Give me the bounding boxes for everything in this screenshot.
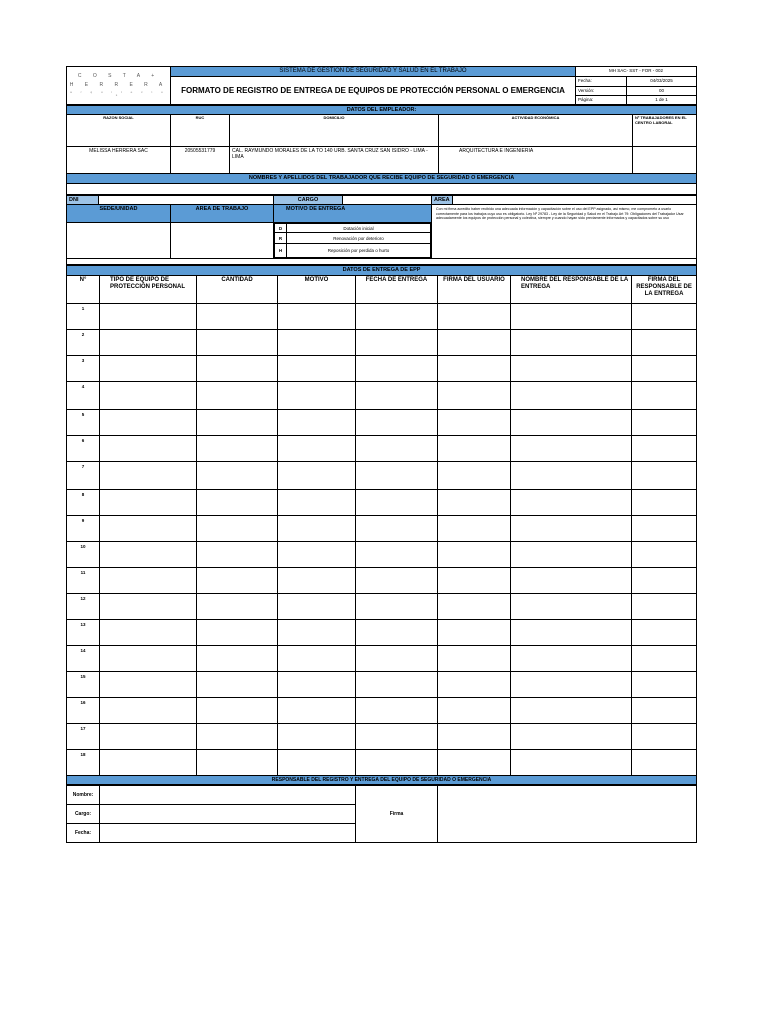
fecha-entrega-cell[interactable] (356, 329, 438, 355)
tipo-equipo-cell[interactable] (100, 409, 197, 435)
sede-field[interactable] (67, 223, 171, 259)
motivo-cell[interactable] (278, 619, 356, 645)
nombre-responsable-cell[interactable] (511, 723, 632, 749)
firma-usuario-cell[interactable] (438, 329, 511, 355)
firma-usuario-cell[interactable] (438, 303, 511, 329)
delivery-row (67, 645, 697, 671)
fecha-entrega-cell[interactable] (356, 619, 438, 645)
worker-name-field[interactable] (67, 183, 697, 194)
cantidad-cell[interactable] (197, 541, 278, 567)
firma-usuario-cell[interactable] (438, 435, 511, 461)
firma-responsable-cell[interactable] (632, 619, 697, 645)
fecha-entrega-cell[interactable] (356, 303, 438, 329)
motivo-text: Renovación por deterioro (287, 233, 431, 244)
firma-usuario-cell[interactable] (438, 697, 511, 723)
fecha-entrega-cell[interactable] (356, 645, 438, 671)
delivery-rows (67, 303, 697, 775)
tipo-equipo-cell[interactable] (100, 671, 197, 697)
pagina-label: Página: (576, 95, 627, 104)
motivo-label: MOTIVO DE ENTREGA (274, 205, 432, 223)
form-title: FORMATO DE REGISTRO DE ENTREGA DE EQUIPOS DE PROTECCIÓN PERSONAL O EMERGENCIA (171, 77, 576, 104)
responsible-section-title: RESPONSABLE DEL REGISTRO Y ENTREGA DEL EQUIPO DE SEGURIDAD O EMERGENCIA (67, 775, 697, 784)
tipo-equipo-cell[interactable] (100, 645, 197, 671)
fecha-resp-label: Fecha: (67, 823, 100, 842)
delivery-row (67, 749, 697, 775)
cantidad-cell[interactable] (197, 435, 278, 461)
tipo-equipo-cell[interactable] (100, 723, 197, 749)
cantidad-cell[interactable] (197, 697, 278, 723)
row-number: 7 (67, 461, 100, 489)
version-label: Versión: (576, 87, 627, 95)
cantidad-cell[interactable] (197, 593, 278, 619)
delivery-row (67, 541, 697, 567)
row-number: 1 (67, 303, 100, 329)
cantidad-cell[interactable] (197, 567, 278, 593)
delivery-row (67, 671, 697, 697)
motivo-cell[interactable] (278, 567, 356, 593)
nombre-responsable-cell[interactable] (511, 645, 632, 671)
motivo-cell[interactable] (278, 541, 356, 567)
motivo-cell[interactable] (278, 593, 356, 619)
firma-responsable-cell[interactable] (632, 593, 697, 619)
fecha-entrega-cell[interactable] (356, 567, 438, 593)
motivo-cell[interactable] (278, 409, 356, 435)
firma-usuario-cell[interactable] (438, 355, 511, 381)
motivo-cell[interactable] (278, 355, 356, 381)
firma-responsable-cell[interactable] (632, 567, 697, 593)
row-number: 16 (67, 697, 100, 723)
tipo-equipo-cell[interactable] (100, 619, 197, 645)
area-field[interactable] (452, 196, 696, 205)
col-razon-social: RAZON SOCIAL (67, 115, 171, 147)
delivery-row (67, 435, 697, 461)
firma-usuario-cell[interactable] (438, 723, 511, 749)
sede-label: SEDE/UNIDAD (67, 205, 171, 223)
nombre-field[interactable] (100, 785, 356, 804)
firma-usuario-cell[interactable] (438, 749, 511, 775)
row-number: 8 (67, 489, 100, 515)
nombre-responsable-cell[interactable] (511, 355, 632, 381)
firma-label: Firma (356, 785, 438, 842)
cantidad-cell[interactable] (197, 671, 278, 697)
motivo-code: R (275, 233, 287, 244)
row-number: 11 (67, 567, 100, 593)
fecha-entrega-cell[interactable] (356, 749, 438, 775)
row-number: 9 (67, 515, 100, 541)
firma-responsable-cell[interactable] (632, 671, 697, 697)
delivery-table (66, 265, 697, 785)
col-motivo: MOTIVO (278, 275, 356, 303)
nombre-responsable-cell[interactable] (511, 567, 632, 593)
delivery-row (67, 515, 697, 541)
ruc-value[interactable]: 20505531779 (171, 147, 230, 174)
firma-usuario-cell[interactable] (438, 541, 511, 567)
fecha-entrega-cell[interactable] (356, 515, 438, 541)
tipo-equipo-cell[interactable] (100, 593, 197, 619)
tipo-equipo-cell[interactable] (100, 461, 197, 489)
firma-responsable-cell[interactable] (632, 541, 697, 567)
area-cell (432, 195, 697, 205)
firma-usuario-cell[interactable] (438, 619, 511, 645)
delivery-row (67, 567, 697, 593)
row-number: 17 (67, 723, 100, 749)
nombre-responsable-cell[interactable] (511, 329, 632, 355)
firma-responsable-cell[interactable] (632, 381, 697, 409)
motivo-cell[interactable] (278, 515, 356, 541)
tipo-equipo-cell[interactable] (100, 697, 197, 723)
delivery-row (67, 593, 697, 619)
firma-responsable-cell[interactable] (632, 461, 697, 489)
col-actividad: ACTIVIDAD ECONÓMICA (439, 115, 633, 147)
delivery-row (67, 355, 697, 381)
delivery-section-title: DATOS DE ENTREGA DE EPP (67, 266, 697, 276)
col-ruc: RUC (171, 115, 230, 147)
delivery-row (67, 329, 697, 355)
cargo-resp-field[interactable] (100, 804, 356, 823)
cantidad-cell[interactable] (197, 329, 278, 355)
nombre-responsable-cell[interactable] (511, 593, 632, 619)
row-number: 2 (67, 329, 100, 355)
row-number: 18 (67, 749, 100, 775)
tipo-equipo-cell[interactable] (100, 541, 197, 567)
tipo-equipo-cell[interactable] (100, 567, 197, 593)
cantidad-cell[interactable] (197, 381, 278, 409)
motivo-cell[interactable] (278, 303, 356, 329)
motivo-text: Reposición por perdida o hurto (287, 244, 431, 258)
firma-usuario-cell[interactable] (438, 489, 511, 515)
col-domicilio: DOMICILIO (230, 115, 439, 147)
nombre-responsable-cell[interactable] (511, 697, 632, 723)
firma-responsable-cell[interactable] (632, 329, 697, 355)
tipo-equipo-cell[interactable] (100, 749, 197, 775)
fecha-entrega-cell[interactable] (356, 461, 438, 489)
firma-responsable-cell[interactable] (632, 303, 697, 329)
col-numero: N° (67, 275, 100, 303)
nombre-responsable-cell[interactable] (511, 409, 632, 435)
system-title: SISTEMA DE GESTIÓN DE SEGURIDAD Y SALUD EN EL TRABAJO (171, 67, 576, 77)
tipo-equipo-cell[interactable] (100, 435, 197, 461)
fecha-entrega-cell[interactable] (356, 409, 438, 435)
form-sheet (66, 66, 696, 843)
fecha-resp-field[interactable] (100, 823, 356, 842)
area-trabajo-label: AREA DE TRABAJO (171, 205, 274, 223)
row-number: 13 (67, 619, 100, 645)
cantidad-cell[interactable] (197, 303, 278, 329)
nombre-responsable-cell[interactable] (511, 541, 632, 567)
firma-responsable-cell[interactable] (632, 697, 697, 723)
firma-usuario-cell[interactable] (438, 645, 511, 671)
motivo-cell[interactable] (278, 723, 356, 749)
fecha-entrega-cell[interactable] (356, 355, 438, 381)
nombre-responsable-cell[interactable] (511, 749, 632, 775)
firma-responsable-cell[interactable] (632, 515, 697, 541)
delivery-row (67, 461, 697, 489)
dni-label: DNI (67, 195, 99, 205)
firma-usuario-cell[interactable] (438, 381, 511, 409)
fecha-entrega-cell[interactable] (356, 435, 438, 461)
delivery-row (67, 381, 697, 409)
firma-usuario-cell[interactable] (438, 567, 511, 593)
col-tipo-equipo: TIPO DE EQUIPO DE PROTECCIÓN PERSONAL (100, 275, 197, 303)
motivo-cell[interactable] (278, 645, 356, 671)
worker-table (66, 195, 697, 266)
firma-responsable-cell[interactable] (632, 723, 697, 749)
pagina-value: 1 de 1 (627, 95, 697, 104)
firma-responsable-cell[interactable] (632, 749, 697, 775)
cargo-resp-label: Cargo: (67, 804, 100, 823)
spacer-row (67, 259, 697, 265)
row-number: 12 (67, 593, 100, 619)
nombre-label: Nombre: (67, 785, 100, 804)
row-number: 6 (67, 435, 100, 461)
motivo-code: H (275, 244, 287, 258)
motivo-cell[interactable] (278, 697, 356, 723)
row-number: 14 (67, 645, 100, 671)
employer-table (66, 105, 697, 195)
header-table (66, 66, 697, 105)
cantidad-cell[interactable] (197, 409, 278, 435)
tipo-equipo-cell[interactable] (100, 489, 197, 515)
cargo-field[interactable] (343, 195, 432, 205)
cantidad-cell[interactable] (197, 461, 278, 489)
nombre-responsable-cell[interactable] (511, 489, 632, 515)
col-trabajadores: Nº TRABAJADORES EN EL CENTRO LABORAL (633, 115, 697, 147)
nombre-responsable-cell[interactable] (511, 515, 632, 541)
fecha-entrega-cell[interactable] (356, 723, 438, 749)
trabajadores-value[interactable] (633, 147, 697, 174)
version-value: 00 (627, 87, 697, 95)
tipo-equipo-cell[interactable] (100, 329, 197, 355)
delivery-row (67, 303, 697, 329)
actividad-value[interactable]: ARQUITECTURA E INGENIERIA (439, 147, 633, 174)
col-fecha-entrega: FECHA DE ENTREGA (356, 275, 438, 303)
nombre-responsable-cell[interactable] (511, 671, 632, 697)
company-logo: C O S T A + H E R R E R A a r q u i t e c t o s (67, 67, 171, 105)
firma-usuario-cell[interactable] (438, 461, 511, 489)
firma-field[interactable] (438, 785, 697, 842)
motivo-cell[interactable] (278, 381, 356, 409)
col-firma-responsable: FIRMA DEL RESPONSABLE DE LA ENTREGA (632, 275, 697, 303)
motivo-cell[interactable] (278, 461, 356, 489)
nombre-responsable-cell[interactable] (511, 381, 632, 409)
tipo-equipo-cell[interactable] (100, 381, 197, 409)
motivo-cell[interactable] (278, 489, 356, 515)
row-number: 15 (67, 671, 100, 697)
delivery-row (67, 697, 697, 723)
tipo-equipo-cell[interactable] (100, 303, 197, 329)
delivery-header-row (67, 275, 697, 303)
firma-responsable-cell[interactable] (632, 409, 697, 435)
motivo-text: Dotación inicial (287, 224, 431, 233)
declaration-text: Con mi firma acredito haber recibido una adecuada información y capacitación sobre el uso del EPP asignado, asi mismo, me comprometo a usarlo correctamente para los trabajos cuyo uso es obligatorio. Ley Nº 29783 - Ley de la Seguridad y Salud en el Trabajo Art 79: Obligaciones del Trabajador Usar adecuadamente los equipos de protección personal y colectiva, siempre y cuando hayan sido previamente informados y capacitados sobre su uso (432, 205, 697, 259)
area-label: AREA (432, 196, 452, 205)
nombre-responsable-cell[interactable] (511, 303, 632, 329)
firma-responsable-cell[interactable] (632, 489, 697, 515)
fecha-entrega-cell[interactable] (356, 593, 438, 619)
motivo-cell[interactable] (278, 435, 356, 461)
firma-responsable-cell[interactable] (632, 435, 697, 461)
cantidad-cell[interactable] (197, 645, 278, 671)
row-number: 5 (67, 409, 100, 435)
col-cantidad: CANTIDAD (197, 275, 278, 303)
firma-responsable-cell[interactable] (632, 645, 697, 671)
motivo-code: D (275, 224, 287, 233)
delivery-row (67, 409, 697, 435)
nombre-responsable-cell[interactable] (511, 619, 632, 645)
tipo-equipo-cell[interactable] (100, 355, 197, 381)
domicilio-value[interactable]: CAL. RAYMUNDO MORALES DE LA TO 140 URB. SANTA CRUZ SAN ISIDRO - LIMA - LIMA (230, 147, 439, 174)
motivo-options (274, 223, 432, 259)
motivo-cell[interactable] (278, 671, 356, 697)
cantidad-cell[interactable] (197, 355, 278, 381)
delivery-row (67, 619, 697, 645)
firma-usuario-cell[interactable] (438, 409, 511, 435)
row-number: 10 (67, 541, 100, 567)
cantidad-cell[interactable] (197, 619, 278, 645)
firma-usuario-cell[interactable] (438, 671, 511, 697)
fecha-entrega-cell[interactable] (356, 381, 438, 409)
employer-section-title: DATOS DEL EMPLEADOR: (67, 105, 697, 115)
fecha-entrega-cell[interactable] (356, 541, 438, 567)
col-nombre-responsable: NOMBRE DEL RESPONSABLE DE LA ENTREGA (511, 275, 632, 303)
fecha-entrega-cell[interactable] (356, 489, 438, 515)
motivo-cell[interactable] (278, 749, 356, 775)
cantidad-cell[interactable] (197, 749, 278, 775)
area-trabajo-field[interactable] (171, 223, 274, 259)
fecha-label: Fecha: (576, 77, 627, 87)
nombre-responsable-cell[interactable] (511, 435, 632, 461)
cargo-label: CARGO (274, 195, 343, 205)
col-firma-usuario: FIRMA DEL USUARIO (438, 275, 511, 303)
nombre-responsable-cell[interactable] (511, 461, 632, 489)
tipo-equipo-cell[interactable] (100, 515, 197, 541)
firma-responsable-cell[interactable] (632, 355, 697, 381)
fecha-value: 04/03/2025 (627, 77, 697, 87)
row-number: 4 (67, 381, 100, 409)
worker-section-title: NOMBRES Y APELLIDOS DEL TRABAJADOR QUE RECIBE EQUIPO DE SEGURIDAD O EMERGENCIA (67, 174, 697, 184)
firma-usuario-cell[interactable] (438, 515, 511, 541)
responsible-table (66, 785, 697, 843)
cantidad-cell[interactable] (197, 515, 278, 541)
delivery-row (67, 489, 697, 515)
firma-usuario-cell[interactable] (438, 593, 511, 619)
fecha-entrega-cell[interactable] (356, 671, 438, 697)
cantidad-cell[interactable] (197, 723, 278, 749)
delivery-row (67, 723, 697, 749)
razon-social-value[interactable]: MELISSA HERRERA SAC (67, 147, 171, 174)
form-code: MH SAC- SST - FOR - 002 (576, 67, 697, 77)
row-number: 3 (67, 355, 100, 381)
dni-field[interactable] (99, 195, 274, 205)
cantidad-cell[interactable] (197, 489, 278, 515)
motivo-cell[interactable] (278, 329, 356, 355)
fecha-entrega-cell[interactable] (356, 697, 438, 723)
